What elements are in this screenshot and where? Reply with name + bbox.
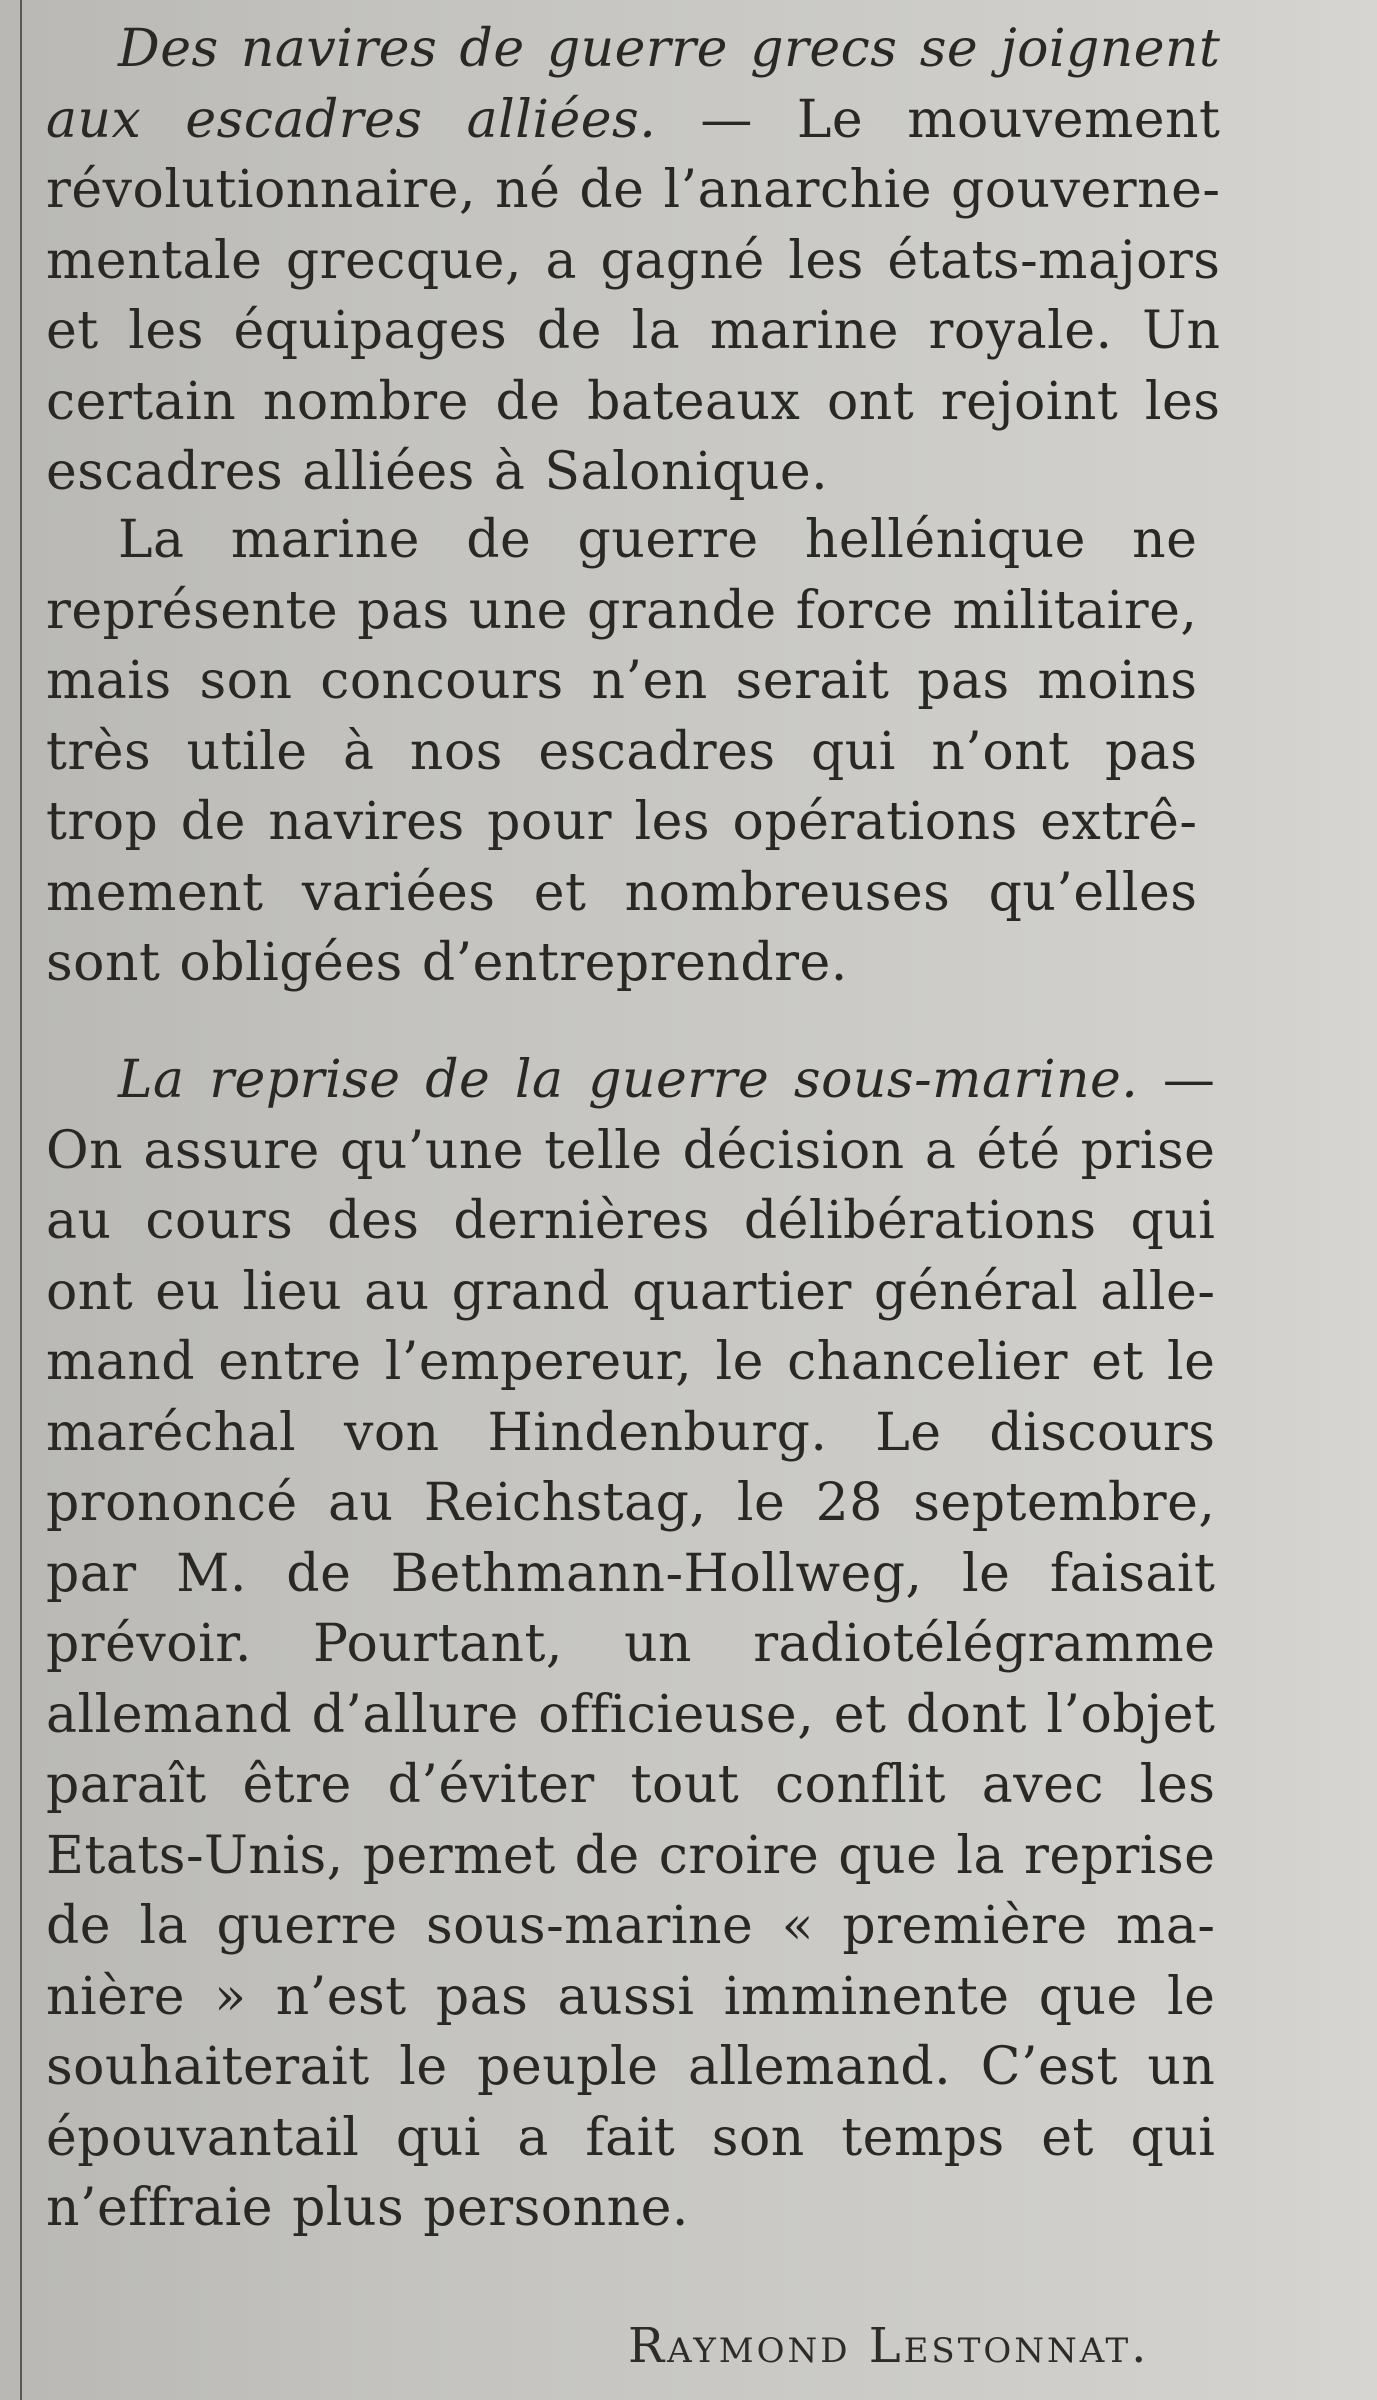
paragraph-hellenic-navy (46, 505, 1197, 999)
text-line: représente pas une grande force militaire, (46, 580, 1198, 641)
text-fragment: — Le mouvement (656, 89, 1221, 150)
text-line: trop de navires pour les opérations extrê- (46, 792, 1198, 852)
text-line: ont eu lieu au grand quartier général alle- (46, 1261, 1216, 1322)
text-line (46, 85, 1220, 156)
text-line: n’effraie plus personne. (46, 2178, 689, 2238)
text-line: escadres alliées à Salonique. (46, 442, 829, 502)
text-line: et les équipages de la marine royale. Un (46, 301, 1221, 361)
text-line: très utile à nos escadres qui n’ont pas (46, 721, 1198, 782)
text-line: On assure qu’une telle décision a été prise (46, 1120, 1216, 1181)
text-line: maréchal von Hindenburg. Le discours (46, 1402, 1216, 1463)
text-line: mand entre l’empereur, le chancelier et le (46, 1332, 1216, 1392)
author-signature: Raymond Lestonnat. (628, 2318, 1150, 2374)
text-line: allemand d’allure officieuse, et dont l’objet (46, 1684, 1216, 1745)
headline-greek-navy-cont: aux escadres alliées. (46, 89, 657, 150)
text-line: mais son concours n’en serait pas moins (46, 651, 1198, 711)
text-line: certain nombre de bateaux ont rejoint les (46, 371, 1221, 432)
text-line: de la guerre sous-marine « première ma- (46, 1896, 1216, 1956)
text-line: prévoir. Pourtant, un radiotélégramme (46, 1614, 1216, 1674)
text-line: paraît être d’éviter tout conflit avec les (46, 1755, 1216, 1815)
paragraph-submarine-war (46, 1045, 1215, 2244)
text-line: mement variées et nombreuses qu’elles (46, 862, 1198, 923)
column-rule (20, 0, 22, 2400)
paragraph-greek-navy (46, 14, 1220, 508)
text-line: nière » n’est pas aussi imminente que le (46, 1966, 1216, 2027)
headline-submarine-war: La reprise de la guerre sous-marine. (118, 1050, 1139, 1110)
text-line: révolutionnaire, né de l’anarchie gouverne- (46, 160, 1221, 220)
text-line: Etats-Unis, permet de croire que la reprise (46, 1825, 1216, 1886)
text-line: au cours des dernières délibérations qui (46, 1191, 1216, 1251)
text-fragment: — (1138, 1050, 1216, 1110)
text-line: souhaiterait le peuple allemand. C’est un (46, 2037, 1216, 2097)
text-line: sont obligées d’entreprendre. (46, 933, 848, 993)
headline-greek-navy: Des navires de guerre grecs se joignent (118, 19, 1221, 79)
text-line: épouvantail qui a fait son temps et qui (46, 2107, 1216, 2168)
text-line: mentale grecque, a gagné les états-majors (46, 230, 1221, 291)
text-line: prononcé au Reichstag, le 28 septembre, (46, 1473, 1216, 1533)
text-line: par M. de Bethmann-Hollweg, le faisait (46, 1543, 1216, 1604)
text-line (46, 1045, 1215, 1116)
text-line: La marine de guerre hellénique ne (118, 510, 1198, 570)
